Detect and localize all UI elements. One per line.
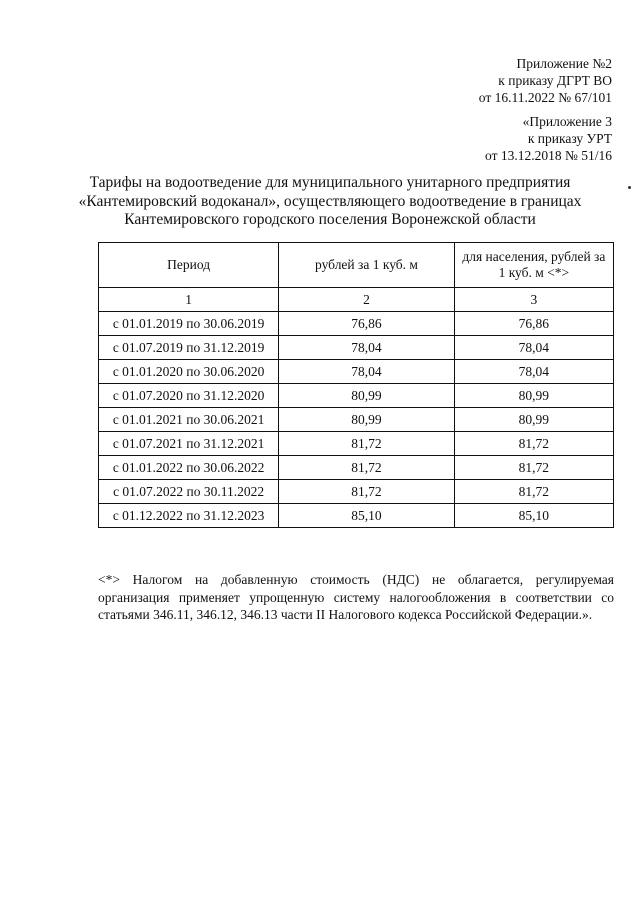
tariff-table	[98, 242, 614, 528]
column-header-period: Период	[99, 243, 279, 288]
scan-speck	[628, 186, 631, 189]
rate-cell: 76,86	[279, 312, 455, 336]
period-cell: с 01.01.2022 по 30.06.2022	[99, 456, 279, 480]
rate-cell: 80,99	[279, 408, 455, 432]
period-cell: с 01.07.2021 по 31.12.2021	[99, 432, 279, 456]
column-header-rate: рублей за 1 куб. м	[279, 243, 455, 288]
table-row	[99, 432, 614, 456]
rate-cell: 85,10	[279, 504, 455, 528]
rate-cell: 81,72	[279, 480, 455, 504]
period-cell: с 01.01.2019 по 30.06.2019	[99, 312, 279, 336]
period-cell: с 01.07.2022 по 30.11.2022	[99, 480, 279, 504]
period-cell: с 01.07.2019 по 31.12.2019	[99, 336, 279, 360]
period-cell: с 01.07.2020 по 31.12.2020	[99, 384, 279, 408]
table-row	[99, 336, 614, 360]
population-rate-cell: 81,72	[454, 480, 613, 504]
title-line: Кантемировского городского поселения Воронежской области	[124, 211, 536, 228]
table-row	[99, 312, 614, 336]
title-line: Тарифы на водоотведение для муниципального унитарного предприятия	[89, 174, 571, 191]
appendix-line: от 16.11.2022 № 67/101	[478, 90, 612, 105]
prev-appendix-line: к приказу УРТ	[527, 131, 612, 146]
table-row	[99, 408, 614, 432]
table-header-row	[99, 243, 614, 288]
title-line: «Кантемировский водоканал», осуществляющего водоотведение в границах	[78, 192, 582, 210]
column-number: 1	[99, 288, 279, 312]
appendix-line: к приказу ДГРТ ВО	[498, 73, 612, 88]
footnote: <*> Налогом на добавленную стоимость (НДС) не облагается, регулируемая организация применяет упрощенную систему налогообложения в соответствии со статьями 346.11, 346.12, 346.13 части II Налогового кодекса Российской Федерации.».	[98, 572, 614, 622]
prev-appendix-line: «Приложение 3	[522, 114, 612, 129]
population-rate-cell: 76,86	[454, 312, 613, 336]
population-rate-cell: 80,99	[454, 384, 613, 408]
previous-appendix-reference	[485, 113, 612, 164]
population-rate-cell: 80,99	[454, 408, 613, 432]
table-row	[99, 360, 614, 384]
appendix-reference	[479, 55, 612, 106]
rate-cell: 81,72	[279, 456, 455, 480]
column-header-population-rate: для населения, рублей за 1 куб. м <*>	[454, 243, 613, 288]
document-title	[60, 174, 600, 230]
period-cell: с 01.01.2020 по 30.06.2020	[99, 360, 279, 384]
rate-cell: 78,04	[279, 336, 455, 360]
population-rate-cell: 81,72	[454, 456, 613, 480]
population-rate-cell: 78,04	[454, 360, 613, 384]
rate-cell: 80,99	[279, 384, 455, 408]
population-rate-cell: 81,72	[454, 432, 613, 456]
table-row	[99, 456, 614, 480]
column-number: 2	[279, 288, 455, 312]
table-row	[99, 480, 614, 504]
rate-cell: 78,04	[279, 360, 455, 384]
period-cell: с 01.01.2021 по 30.06.2021	[99, 408, 279, 432]
population-rate-cell: 85,10	[454, 504, 613, 528]
column-number-row	[99, 288, 614, 312]
prev-appendix-line: от 13.12.2018 № 51/16	[485, 148, 612, 163]
table-row	[99, 384, 614, 408]
rate-cell: 81,72	[279, 432, 455, 456]
population-rate-cell: 78,04	[454, 336, 613, 360]
table-row	[99, 504, 614, 528]
period-cell: с 01.12.2022 по 31.12.2023	[99, 504, 279, 528]
appendix-line: Приложение №2	[516, 56, 612, 71]
column-number: 3	[454, 288, 613, 312]
